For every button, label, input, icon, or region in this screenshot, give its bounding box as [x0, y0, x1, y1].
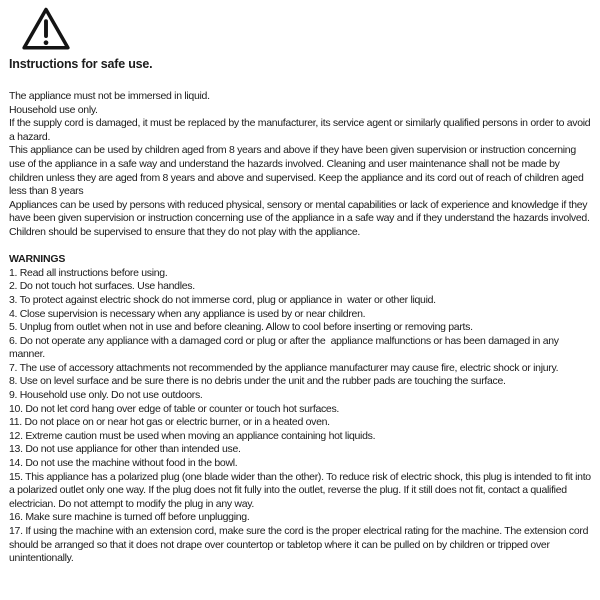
intro-paragraphs — [9, 90, 591, 240]
page-title: Instructions for safe use. — [9, 57, 153, 71]
warning-item: 17. If using the machine with an extension cord, make sure the cord is the proper electrical rating for the machine. The extension cord should be arranged so that it does not drape over countertop or tabletop where it can be pulled on by children or tripped over unintentionally. — [9, 525, 591, 565]
warnings-heading: WARNINGS — [9, 253, 66, 266]
intro-paragraph: The appliance must not be immersed in liquid. — [9, 90, 210, 102]
warning-item: 5. Unplug from outlet when not in use and before cleaning. Allow to cool before inserting or removing parts. — [9, 321, 473, 334]
intro-paragraph: If the supply cord is damaged, it must be replaced by the manufacturer, its service agent or similarly qualified persons in order to avoid a hazard. — [9, 117, 593, 143]
warning-item: 6. Do not operate any appliance with a damaged cord or plug or after the appliance malfunctions or has been damaged in any manner. — [9, 334, 562, 361]
intro-paragraph: Household use only. — [9, 103, 98, 116]
warning-item: 13. Do not use appliance for other than intended use. — [9, 443, 241, 456]
intro-paragraph: Appliances can be used by persons with reduced physical, sensory or mental capabilities or lack of experience and knowledge if they have been given supervision or instruction concerning use of the appliance in a safe way and if they understand the hazards involved. — [9, 198, 590, 225]
warnings-list — [9, 266, 594, 566]
warning-item: 8. Use on level surface and be sure there is no debris under the unit and the rubber pads are touching the surface. — [9, 375, 506, 388]
warning-triangle-icon — [21, 6, 71, 52]
intro-paragraph: This appliance can be used by children aged from 8 years and above if they have been given supervision or instruction concerning use of the appliance in a safe way and understand the hazards involved. Cleaning and user maintenance shall not be made by children unless they are aged from 8 years and above and supervised. Keep the appliance and its cord out of reach of children aged less than 8 years — [9, 144, 587, 198]
warning-item: 12. Extreme caution must be used when moving an appliance containing hot liquids. — [9, 429, 376, 442]
warning-item: 9. Household use only. Do not use outdoors. — [9, 389, 203, 402]
warning-item: 14. Do not use the machine without food in the bowl. — [9, 457, 238, 470]
warning-item: 15. This appliance has a polarized plug (one blade wider than the other). To reduce risk of electric shock, this plug is intended to fit into a polarized outlet only one way. If the plug does not fit fully into the outlet, reverse the plug. If it still does not fit, contact a qualified electrician. Do not attempt to modify the plug in any way. — [9, 470, 594, 510]
warning-item: 3. To protect against electric shock do not immerse cord, plug or appliance in water or other liquid. — [9, 293, 436, 306]
warning-item: 2. Do not touch hot surfaces. Use handles. — [9, 280, 195, 293]
intro-paragraph: Children should be supervised to ensure that they do not play with the appliance. — [9, 225, 361, 238]
warning-item: 10. Do not let cord hang over edge of table or counter or touch hot surfaces. — [9, 402, 340, 415]
warning-item: 11. Do not place on or near hot gas or electric burner, or in a heated oven. — [9, 416, 330, 429]
warning-item: 7. The use of accessory attachments not recommended by the appliance manufacturer may cause fire, electric shock or injury. — [9, 361, 559, 374]
warning-item: 1. Read all instructions before using. — [9, 266, 168, 279]
warning-item: 16. Make sure machine is turned off before unplugging. — [9, 511, 250, 524]
warning-item: 4. Close supervision is necessary when any appliance is used by or near children. — [9, 307, 366, 320]
